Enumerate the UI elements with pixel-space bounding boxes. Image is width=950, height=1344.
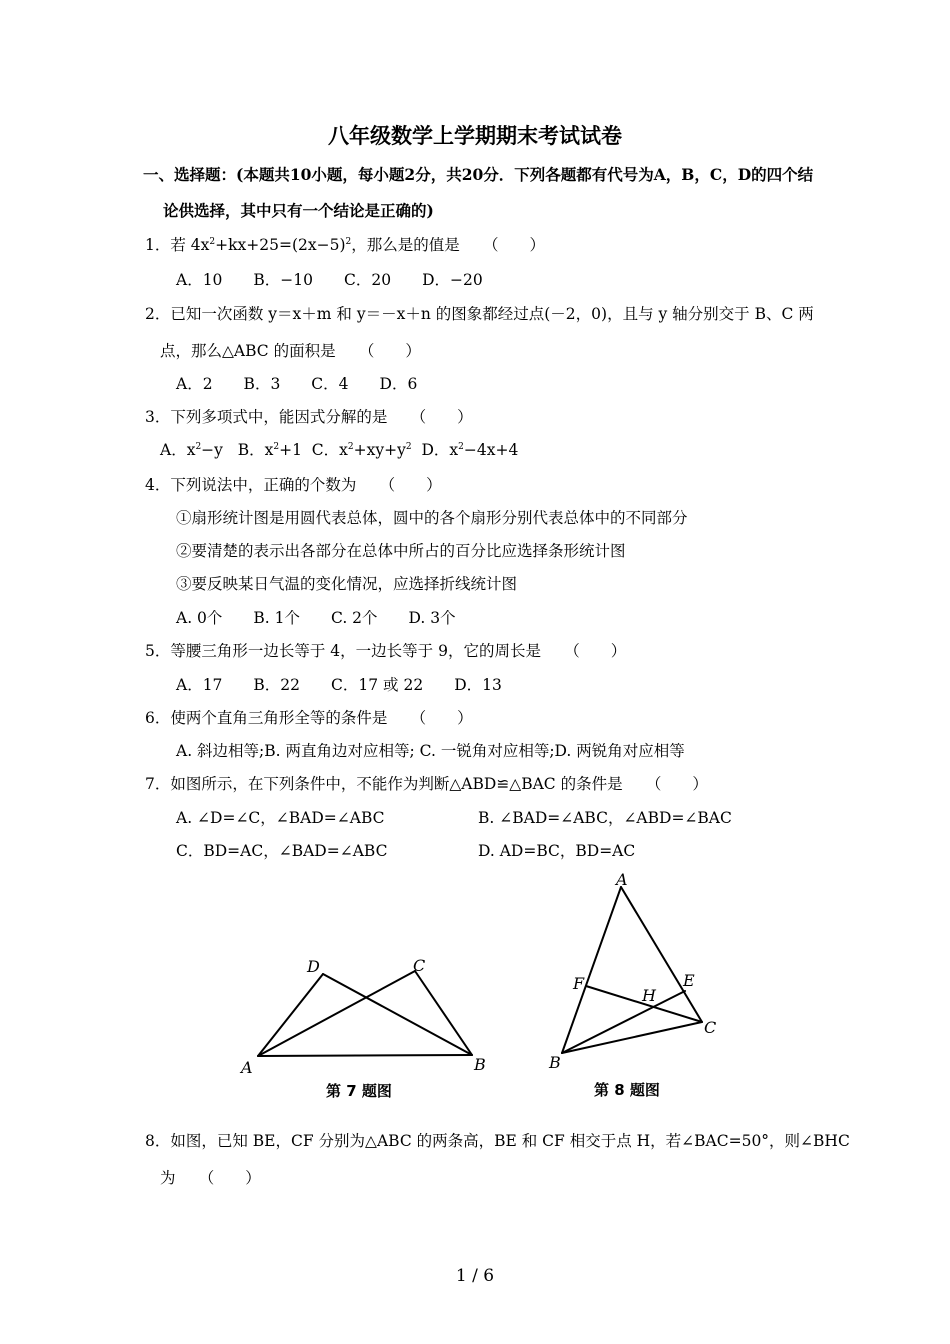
question-2-options: A．2 B．3 C．4 D．6 <box>176 375 418 393</box>
question-6-stem: 6．使两个直角三角形全等的条件是 （ ） <box>145 709 473 727</box>
segment-ab <box>258 1055 472 1056</box>
segment-ac <box>258 971 415 1056</box>
section-heading-line2: 论供选择，其中只有一个结论是正确的) <box>163 201 434 220</box>
question-7-option-a: A. ∠D=∠C，∠BAD=∠ABC <box>176 809 385 827</box>
page-number: 1 / 6 <box>455 1266 495 1286</box>
segment-cb <box>415 971 472 1055</box>
segment-bc <box>562 1022 702 1053</box>
label-e: E <box>683 971 695 990</box>
label-a: A <box>616 870 628 889</box>
question-1-options: A．10 B．−10 C．20 D．−20 <box>176 271 483 289</box>
question-4-options: A. 0个 B. 1个 C. 2个 D. 3个 <box>176 609 456 627</box>
question-8-stem-line2: 为 （ ） <box>160 1169 261 1187</box>
figure-8-caption: 第 8 题图 <box>594 1081 660 1099</box>
segment-db <box>323 974 472 1055</box>
question-4-statement-2: ②要清楚的表示出各部分在总体中所占的百分比应选择条形统计图 <box>176 542 626 560</box>
question-2-stem-line1: 2．已知一次函数 y＝x＋m 和 y＝－x＋n 的图象都经过点(－2，0)，且与 y 轴分别交于 B、C 两 <box>145 305 814 323</box>
question-7-option-b: B. ∠BAD=∠ABC，∠ABD=∠BAC <box>478 809 732 827</box>
section-heading-line1: 一、选择题：(本题共10小题，每小题2分，共20分．下列各题都有代号为A，B，C，D的四个结 <box>143 165 814 184</box>
question-4-statement-1: ①扇形统计图是用圆代表总体，圆中的各个扇形分别代表总体中的不同部分 <box>176 509 688 527</box>
question-2-stem-line2: 点，那么△ABC 的面积是 （ ） <box>160 342 421 360</box>
question-7-option-d: D. AD=BC，BD=AC <box>478 842 636 860</box>
label-c: C <box>704 1018 717 1037</box>
page-title: 八年级数学上学期期末考试试卷 <box>328 123 622 148</box>
question-3-options: A．$x^2-y$ B．$x^2+1$ C．$x^2+xy+y^2$ D．$x^2-4x+4$ <box>160 441 519 459</box>
label-h: H <box>642 986 656 1005</box>
question-6-options: A. 斜边相等;B. 两直角边对应相等; C. 一锐角对应相等;D. 两锐角对应相等 <box>176 742 685 760</box>
label-b: B <box>474 1055 486 1074</box>
question-7-stem: 7．如图所示，在下列条件中，不能作为判断△ABD≌△BAC 的条件是 （ ） <box>145 775 708 793</box>
question-5-stem: 5．等腰三角形一边长等于 4，一边长等于 9，它的周长是 （ ） <box>145 642 627 660</box>
question-5-options: A．17 B．22 C．17 或 22 D．13 <box>176 676 502 694</box>
label-c: C <box>413 956 426 975</box>
question-4-stem: 4．下列说法中，正确的个数为 （ ） <box>145 476 442 494</box>
question-1-stem: 1．若 $4x^2+kx+25=(2x-5)^2$，那么是的值是 （ ） <box>145 236 546 254</box>
label-f: F <box>573 974 585 993</box>
label-a: A <box>241 1058 253 1077</box>
label-b: B <box>549 1053 561 1072</box>
question-7-option-c: C．BD=AC，∠BAD=∠ABC <box>176 842 388 860</box>
question-8-stem-line1: 8．如图，已知 BE，CF 分别为△ABC 的两条高，BE 和 CF 相交于点 H，若∠BAC=50°，则∠BHC <box>145 1132 850 1150</box>
label-d: D <box>307 957 320 976</box>
question-3-stem: 3．下列多项式中，能因式分解的是 （ ） <box>145 408 473 426</box>
question-4-statement-3: ③要反映某日气温的变化情况，应选择折线统计图 <box>176 575 518 593</box>
figure-7-caption: 第 7 题图 <box>326 1082 392 1100</box>
segment-ad <box>258 974 323 1056</box>
figure-8-diagram <box>540 865 730 1080</box>
